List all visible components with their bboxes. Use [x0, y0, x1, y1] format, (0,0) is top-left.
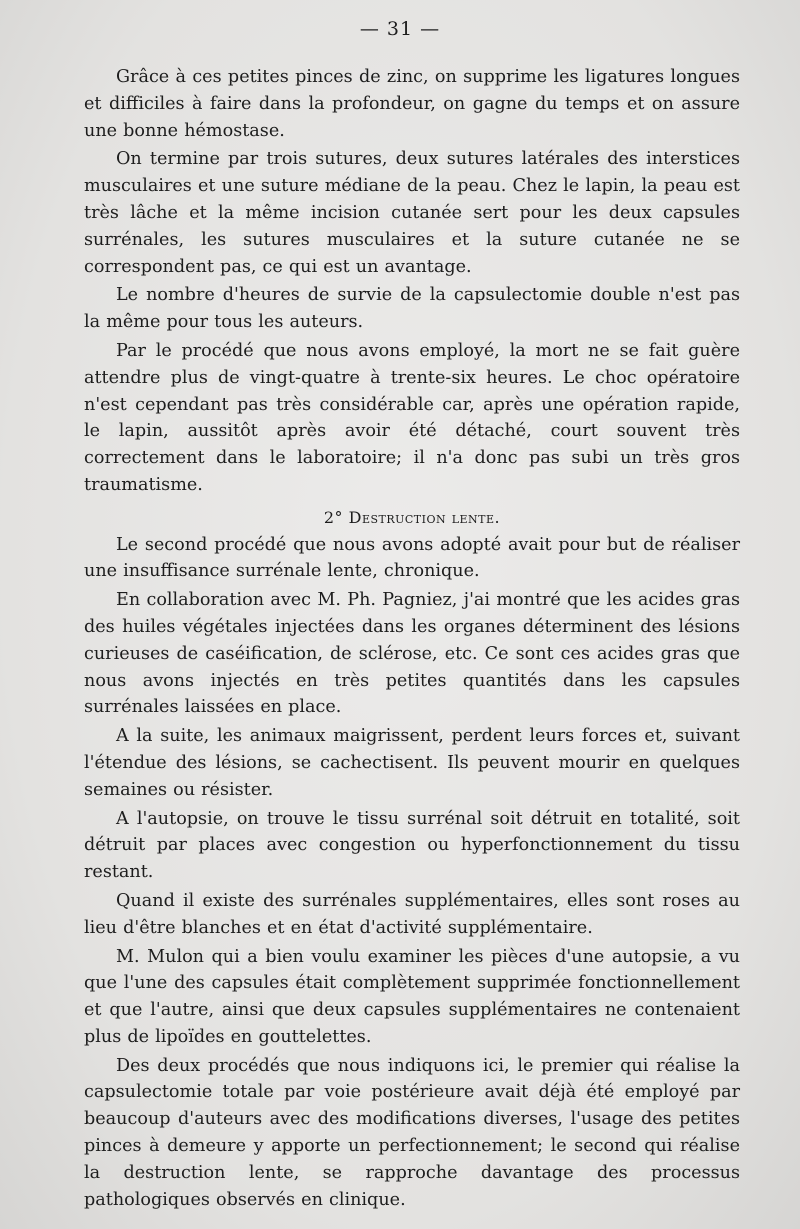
paragraph-5: Le second procédé que nous avons adopté avait pour but de réaliser une insuffisance surrénale lente, chronique.: [84, 534, 740, 582]
paragraph-2: On termine par trois sutures, deux sutures latérales des interstices musculaires et une suture médiane de la peau. Chez le lapin, la peau est très lâche et la même incision cutanée sert pour les deux capsules surrénales, les sutures musculaires et la suture cutanée ne se correspondent pas, ce qui est un avantage.: [84, 149, 740, 277]
paragraph-3: Le nombre d'heures de survie de la capsulectomie double n'est pas la même pour tous les auteurs.: [84, 285, 740, 333]
section-heading: 2° Destruction lente.: [323, 507, 501, 527]
paragraph-4: Par le procédé que nous avons employé, la mort ne se fait guère attendre plus de vingt-quatre à trente-six heures. Le choc opératoire n'est cependant pas très considérable car, après une opération rapide, le lapin, aussitôt après avoir été détaché, court souvent très correctement dans le laboratoire; il n'a donc pas subi un très gros traumatisme.: [84, 340, 740, 495]
paragraph-9: Quand il existe des surrénales supplémentaires, elles sont roses au lieu d'être blanches et en état d'activité supplémentaire.: [84, 890, 740, 938]
body-text: [84, 64, 740, 1215]
page-number: — 31 —: [359, 18, 441, 40]
paragraph-10: M. Mulon qui a bien voulu examiner les pièces d'une autopsie, a vu que l'une des capsules était complètement supprimée fonctionnellement et que l'autre, ainsi que deux capsules supplémentaires ne contenaient plus de lipoïdes en gouttelettes.: [84, 946, 740, 1047]
paragraph-7: A la suite, les animaux maigrissent, perdent leurs forces et, suivant l'étendue des lésions, se cachectisent. Ils peuvent mourir en quelques semaines ou résister.: [84, 726, 740, 800]
paragraph-11: Des deux procédés que nous indiquons ici, le premier qui réalise la capsulectomie totale par voie postérieure avait déjà été employé par beaucoup d'auteurs avec des modifications diverses, l'usage des petites pinces à demeure y apporte un perfectionnement; le second qui réalise la destruction lente, se rapproche davantage des processus pathologiques observés en clinique.: [84, 1055, 740, 1210]
paragraph-8: A l'autopsie, on trouve le tissu surrénal soit détruit en totalité, soit détruit par places avec congestion ou hyperfonctionnement du tissu restant.: [84, 808, 740, 883]
paragraph-6: En collaboration avec M. Ph. Pagniez, j'ai montré que les acides gras des huiles végétales injectées dans les organes déterminent des lésions curieuses de caséification, de sclérose, etc. Ce sont ces acides gras que nous avons injectés en très petites quantités dans les capsules surrénales laissées en place.: [84, 590, 740, 718]
paragraph-1: Grâce à ces petites pinces de zinc, on supprime les ligatures longues et difficiles à faire dans la profondeur, on gagne du temps et on assure une bonne hémostase.: [84, 67, 740, 141]
